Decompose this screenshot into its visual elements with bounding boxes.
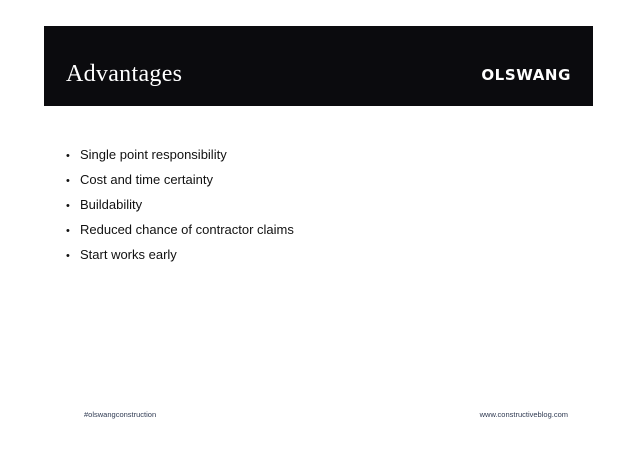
bullet-item bbox=[66, 147, 294, 172]
slide-title: Advantages bbox=[66, 61, 183, 87]
bullet-item bbox=[66, 197, 294, 222]
bullet-icon: • bbox=[66, 200, 70, 212]
bullet-text: Single point responsibility bbox=[80, 147, 227, 162]
header-band bbox=[44, 26, 593, 106]
bullet-icon: • bbox=[66, 175, 70, 187]
bullet-icon: • bbox=[66, 250, 70, 262]
footer-website: www.constructiveblog.com bbox=[479, 410, 568, 419]
bullet-item bbox=[66, 247, 294, 272]
bullet-icon: • bbox=[66, 150, 70, 162]
bullet-text: Start works early bbox=[80, 247, 177, 262]
footer-hashtag: #olswangconstruction bbox=[84, 410, 157, 419]
bullet-item bbox=[66, 172, 294, 197]
bullet-item bbox=[66, 222, 294, 247]
bullet-text: Cost and time certainty bbox=[80, 172, 213, 187]
bullet-text: Buildability bbox=[80, 197, 143, 212]
bullet-text: Reduced chance of contractor claims bbox=[80, 222, 294, 237]
bullet-icon: • bbox=[66, 225, 70, 237]
bullet-list bbox=[66, 147, 294, 272]
olswang-logo: OLSWANG bbox=[481, 66, 571, 84]
